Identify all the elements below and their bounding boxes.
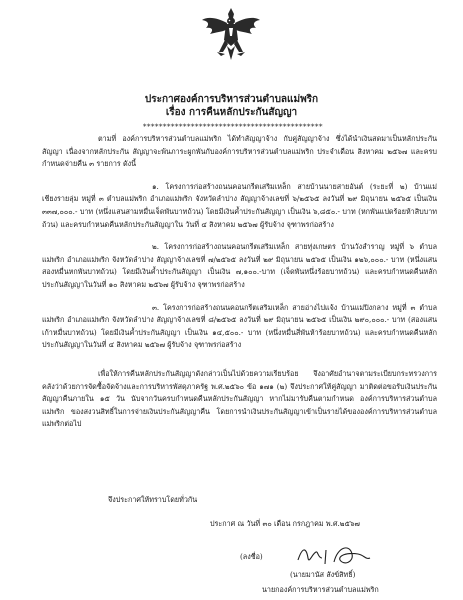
announce-line: จึงประกาศให้ทราบโดยทั่วกัน bbox=[108, 495, 198, 504]
title-divider: ********************************************* bbox=[143, 123, 323, 131]
closing-paragraph: เพื่อให้การคืนหลักประกันสัญญาดังกล่าวเป็นไปด้วยความเรียบร้อย จึงอาศัยอำนาจตามระเบียบกระทรวงการคลังว่าด้วยการจัดซื้อจัดจ้างและการบริหารพัสดุภาครัฐ พ.ศ.๒๕๖๐ ข้อ ๑๗๑ (๒) จึงประกาศให้คู่สัญญา มาติดต่อขอรับเงินประกันสัญญาคืนภายใน ๑๕ วัน นับจากวันครบกำหนดคืนหลักประกันสัญญา หากไม่มารับคืนตามกำหนด องค์การบริหารส่วนตำบลแม่พริก ของสงวนสิทธิ์ในการจ่ายเงินประกันสัญญาคืน โดยการนำเงินประกันสัญญาเข้าเป็นรายได้ขององค์การบริหารส่วนตำบลแม่พริกต่อไป bbox=[42, 368, 437, 429]
signer-name: (นายมานัส สังข์สิทธิ์) bbox=[290, 570, 356, 579]
signature bbox=[292, 540, 382, 570]
item-3-paragraph: ๓. โครงการก่อสร้างถนนคอนกรีตเสริมเหล็ก สายอ่างไปแจ้ง บ้านแม่ปิงกลาง หมู่ที่ ๓ ตำบลแม่พริก อำเภอแม่พริก จังหวัดลำปาง สัญญาจ้างเลขที่ ๘/๒๕๖๕ ลงวันที่ ๒๙ มิถุนายน ๒๕๖๕ เป็นเงิน ๒๙๐,๐๐๐.- บาท (สองแสนเก้าหมื่นบาทถ้วน) โดยมีเงินค้ำประกันสัญญา เป็นเงิน ๑๔,๕๐๐.- บาท (หนึ่งหมื่นสี่พันห้าร้อยบาทถ้วน) และครบกำหนดคืนหลักประกันสัญญาในวันที่ ๔ สิงหาคม ๒๕๖๗ ผู้รับจ้าง จุฑาพรก่อสร้าง bbox=[42, 302, 437, 350]
sign-label: (ลงชื่อ) bbox=[240, 552, 263, 561]
item-2-paragraph: ๒. โครงการก่อสร้างถนนคอนกรีตเสริมเหล็ก สายทุ่งเกษตร บ้านวังสำราญ หมู่ที่ ๖ ตำบลแม่พริก อำเภอแม่พริก จังหวัดลำปาง สัญญาจ้างเลขที่ ๗/๒๕๖๕ ลงวันที่ ๒๙ มิถุนายน ๒๕๖๕ เป็นเงิน ๑๒๖,๐๐๐.- บาท (หนึ่งแสนสองหมื่นหกพันบาทถ้วน) โดยมีเงินค้ำประกันสัญญา เป็นเงิน ๗,๑๐๐.-บาท (เจ็ดพันหนึ่งร้อยบาทถ้วน) และครบกำหนดคืนหลักประกันสัญญาในวันที่ ๑๐ สิงหาคม ๒๕๖๗ ผู้รับจ้าง จุฑาพรก่อสร้าง bbox=[42, 242, 437, 289]
title-line-2: เรื่อง การคืนหลักประกันสัญญา bbox=[165, 107, 298, 118]
garuda-emblem-icon bbox=[200, 6, 262, 64]
title-line-1: ประกาศองค์การบริหารส่วนตำบลแม่พริก bbox=[144, 94, 319, 105]
intro-paragraph: ตามที่ องค์การบริหารส่วนตำบลแม่พริก ได้ทำสัญญาจ้าง กับคู่สัญญาจ้าง ซึ่งได้นำเงินสดมาเป็นหลักประกันสัญญา เนื่องจากหลักประกัน สัญญาจะพ้นภาระผูกพันกับองค์การบริหารส่วนตำบลแม่พริก ประจำเดือน สิงหาคม ๒๕๖๗ และครบกำหนดจ่ายคืน ๓ รายการ ดังนี้ bbox=[42, 134, 437, 169]
item-1-paragraph: ๑. โครงการก่อสร้างถนนคอนกรีตเสริมเหล็ก สายบ้านนายสายอันต์ (ระยะที่ ๒) บ้านแม่เชียงรายลุ่ม หมู่ที่ ๓ ตำบลแม่พริก อำเภอแม่พริก จังหวัดลำปาง สัญญาจ้างเลขที่ ๖/๒๕๖๕ ลงวันที่ ๒๙ มิถุนายน ๒๕๖๕ เป็นเงิน ๓๓๗,๐๐๐.- บาท (หนึ่งแสนสามหมื่นเจ็ดพันบาทถ้วน) โดยมีเงินค้ำประกันสัญญา เป็นเงิน ๖,๘๕๐.- บาท (หกพันแปดร้อยห้าสิบบาทถ้วน) และครบกำหนดคืนหลักประกันสัญญาใน วันที่ ๔ สิงหาคม ๒๕๖๗ ผู้รับจ้าง จุฑาพรก่อสร้าง bbox=[42, 181, 437, 229]
body-paragraphs bbox=[42, 133, 437, 431]
signer-position: นายกองค์การบริหารส่วนตำบลแม่พริก bbox=[262, 585, 379, 594]
announce-date: ประกาศ ณ วันที่ ๓๐ เดือน กรกฎาคม พ.ศ.๒๕๖๗ bbox=[210, 519, 360, 528]
